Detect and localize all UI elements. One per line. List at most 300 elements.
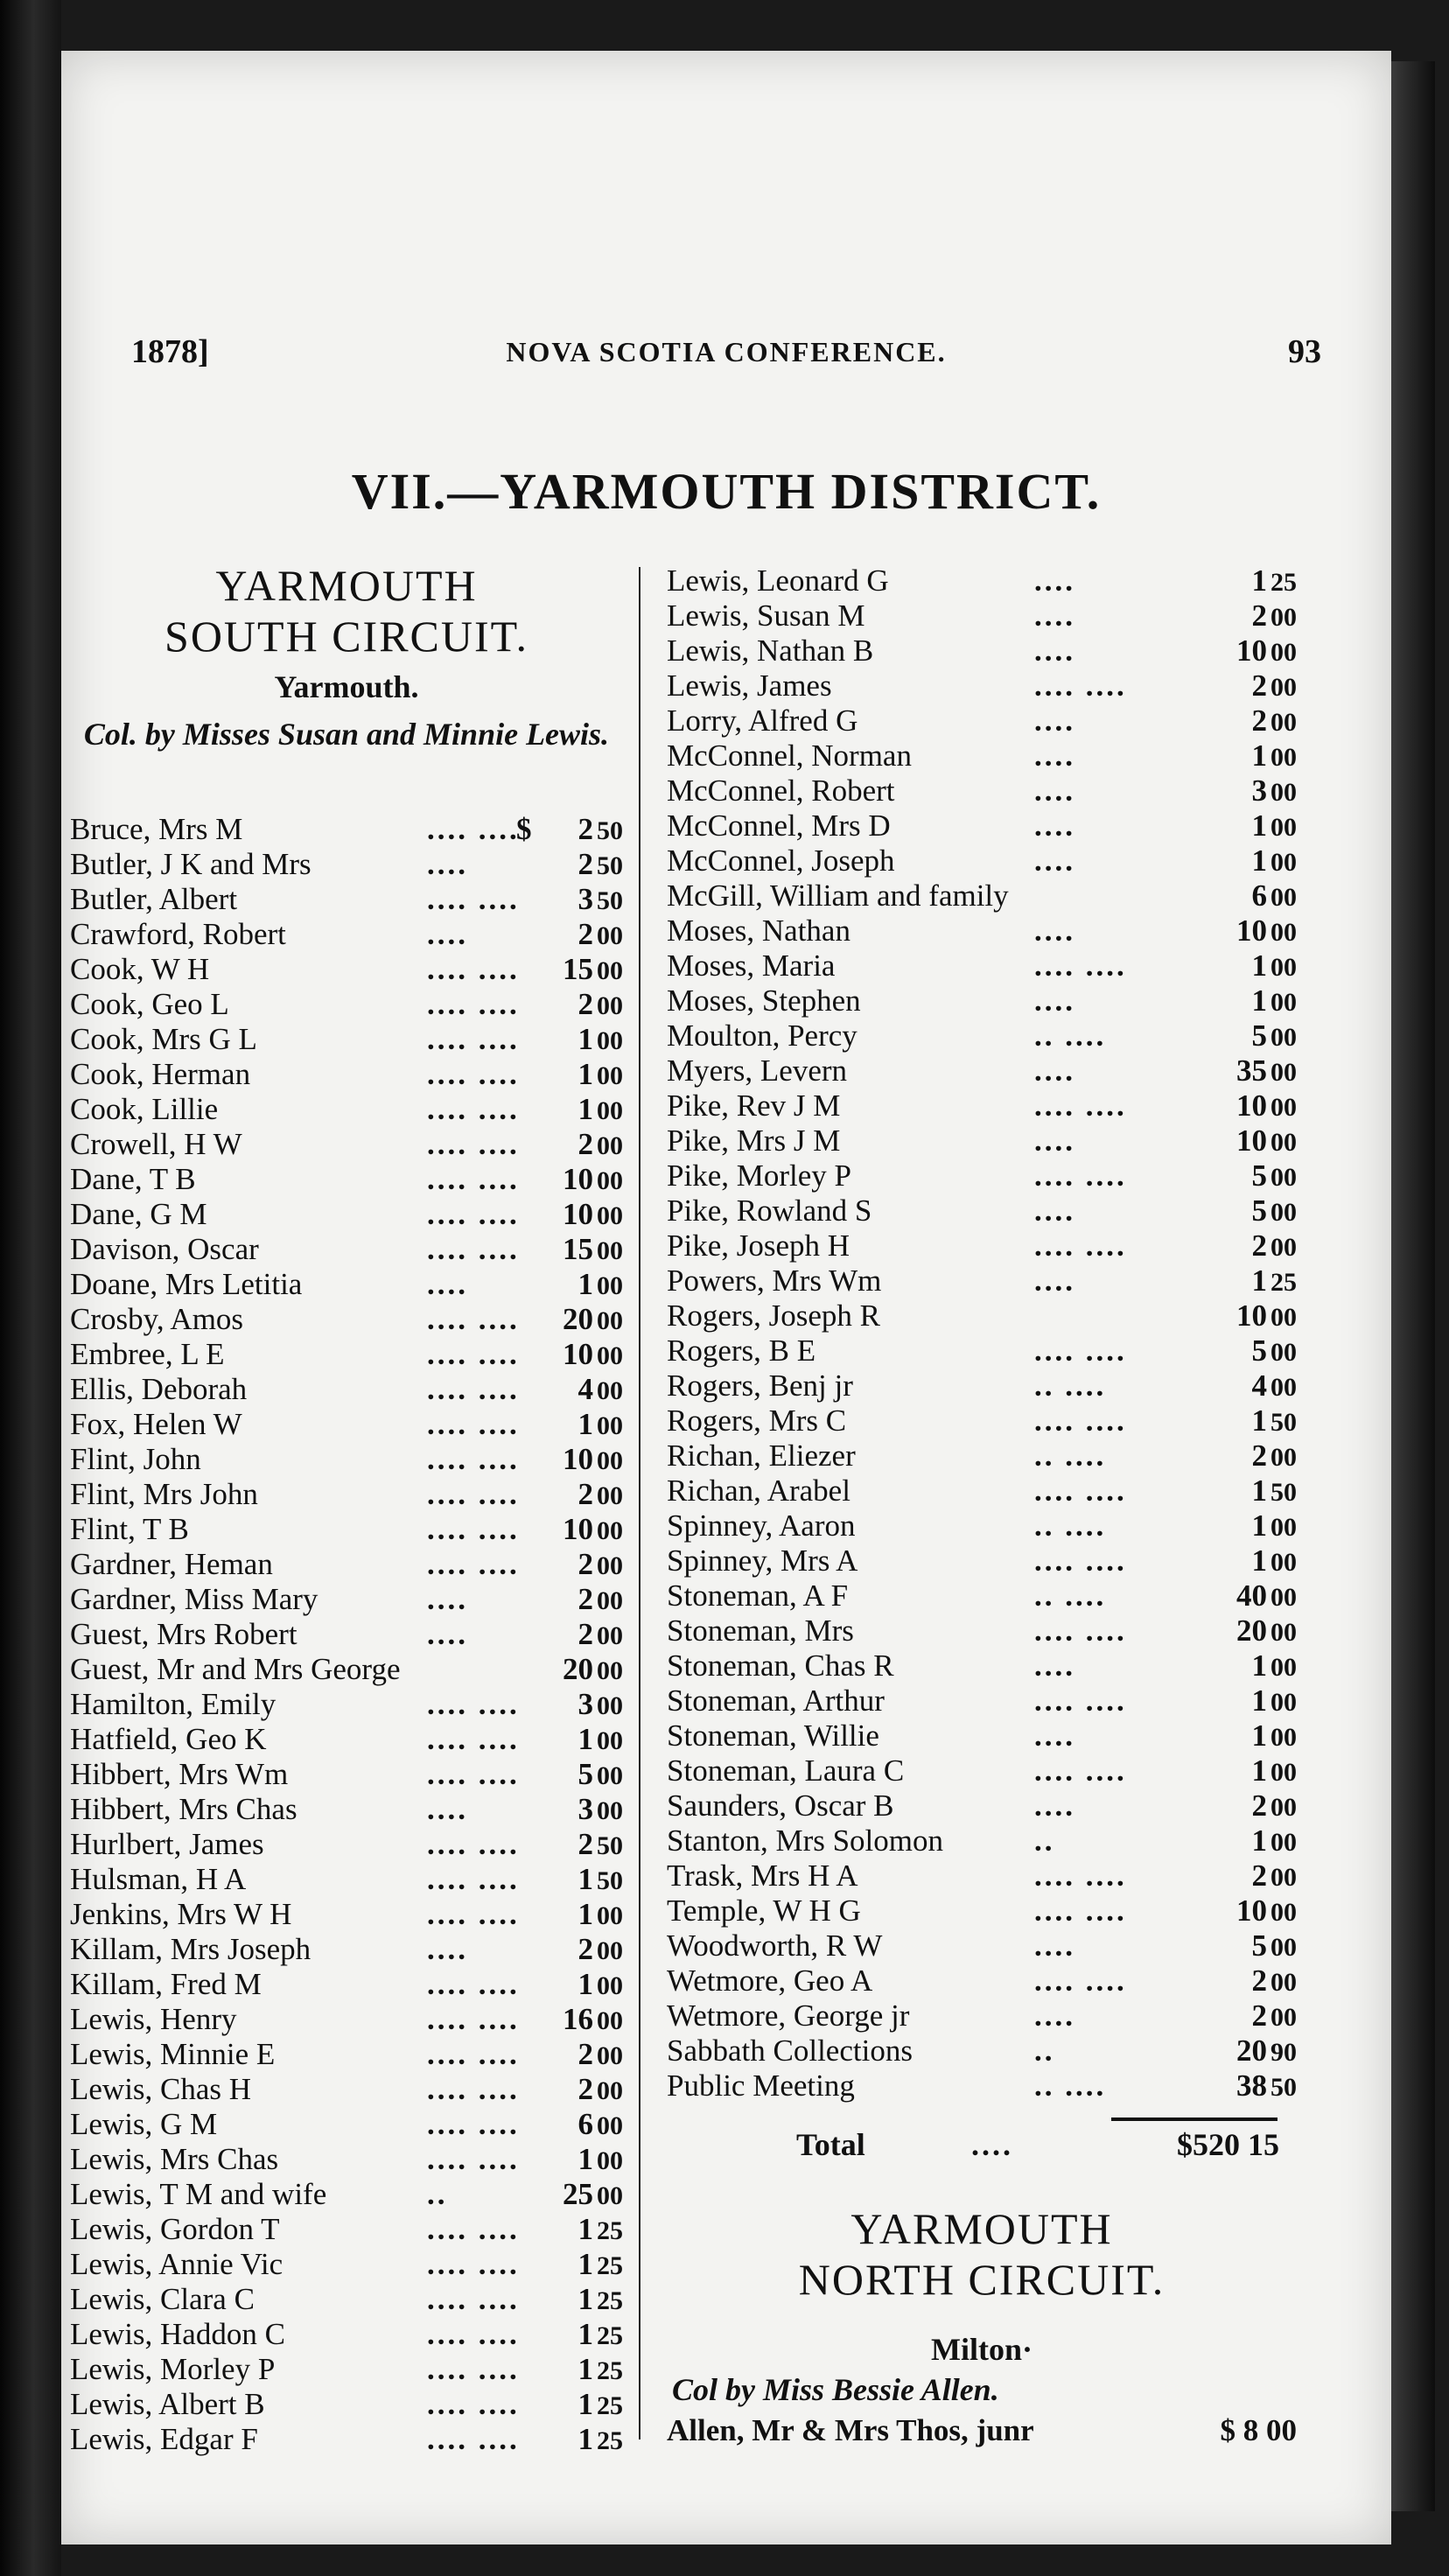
list-item — [70, 1092, 623, 1127]
donation-amount — [563, 1337, 623, 1374]
donation-amount — [578, 2352, 624, 2389]
amount-dollars: 2 — [1251, 1858, 1267, 1893]
amount-dollars: 10 — [1236, 1894, 1267, 1928]
amount-dollars: 10 — [563, 1442, 593, 1476]
amount-dollars: 3 — [578, 1687, 593, 1721]
donation-amount — [578, 1792, 624, 1829]
donor-name: Rogers, Mrs C — [667, 1404, 847, 1438]
amount-cents: 90 — [1270, 2038, 1297, 2067]
amount-dollars: 1 — [578, 1967, 593, 2001]
donor-name: Hulsman, H A — [70, 1862, 247, 1896]
donor-name: Moses, Nathan — [667, 914, 850, 948]
donor-name: Stoneman, Willie — [667, 1718, 879, 1753]
amount-dollars: 5 — [1251, 1194, 1267, 1228]
donor-name: Dane, G M — [70, 1197, 207, 1231]
donation-amount — [1252, 598, 1298, 635]
list-item — [70, 1967, 623, 2002]
donation-amount — [578, 2422, 624, 2459]
leader-dots: .. .... — [1034, 1578, 1107, 1613]
amount-cents: 25 — [597, 2356, 623, 2385]
donor-name: Hamilton, Emily — [70, 1687, 276, 1721]
amount-dollars: 1 — [1251, 1474, 1267, 1508]
amount-cents: 25 — [597, 2426, 623, 2455]
donor-name: Stoneman, Chas R — [667, 1648, 894, 1683]
list-item — [667, 1404, 1297, 1438]
donor-name: Richan, Eliezer — [667, 1438, 856, 1473]
amount-cents: 00 — [597, 1026, 623, 1055]
amount-cents: 00 — [597, 1166, 623, 1195]
leader-dots: .... — [427, 1792, 468, 1826]
amount-cents: 00 — [1270, 1093, 1297, 1122]
amount-cents: 00 — [597, 2006, 623, 2035]
north-circuit-name-line2: NORTH CIRCUIT. — [798, 2255, 1166, 2304]
donor-name: Spinney, Mrs A — [667, 1544, 858, 1578]
leader-dots: .... — [427, 1932, 468, 1966]
amount-dollars: 1 — [1251, 1648, 1267, 1683]
amount-cents: 00 — [597, 2111, 623, 2140]
donation-amount — [578, 1827, 624, 1864]
donation-amount — [1252, 1368, 1298, 1405]
amount-cents: 25 — [1270, 568, 1297, 597]
amount-cents: 00 — [1270, 1338, 1297, 1367]
amount-dollars: 6 — [1251, 878, 1267, 913]
amount-cents: 00 — [597, 1586, 623, 1615]
amount-cents: 00 — [1270, 2003, 1297, 2032]
donor-name: Lewis, Gordon T — [70, 2212, 280, 2246]
donor-name: Fox, Helen W — [70, 1407, 242, 1441]
list-item — [70, 2352, 623, 2387]
donor-name: Cook, Herman — [70, 1057, 251, 1091]
donor-name: Lorry, Alfred G — [667, 704, 858, 738]
amount-dollars: 1 — [1251, 844, 1267, 878]
leader-dots: .... .... — [427, 2317, 520, 2351]
donor-name: Lewis, Minnie E — [70, 2037, 276, 2071]
donation-amount — [1252, 1718, 1298, 1755]
header-title: NOVA SCOTIA CONFERENCE. — [506, 336, 947, 368]
list-item — [667, 2034, 1297, 2068]
donor-name: Sabbath Collections — [667, 2034, 913, 2068]
list-item — [667, 1544, 1297, 1578]
amount-dollars: 1 — [578, 1267, 593, 1301]
amount-cents: 00 — [597, 1341, 623, 1370]
amount-cents: 00 — [1270, 1023, 1297, 1052]
leader-dots: .... .... — [1034, 1334, 1127, 1368]
amount-dollars: 25 — [563, 2177, 593, 2211]
donation-amount — [1236, 1298, 1297, 1335]
amount-dollars: 1 — [578, 1897, 593, 1931]
amount-cents: 50 — [597, 886, 623, 915]
leader-dots: .. — [427, 2177, 448, 2211]
amount-dollars: 1 — [1251, 564, 1267, 598]
amount-cents: 00 — [1270, 1513, 1297, 1542]
donation-amount — [1252, 1438, 1298, 1475]
donation-amount — [578, 1057, 624, 1094]
donation-amount — [578, 847, 624, 884]
list-item — [667, 668, 1297, 704]
donor-name: Hibbert, Mrs Chas — [70, 1792, 298, 1826]
list-item — [70, 1757, 623, 1792]
donor-name: Hurlbert, James — [70, 1827, 264, 1861]
amount-dollars: 1 — [578, 2422, 593, 2456]
amount-cents: 00 — [1270, 1898, 1297, 1927]
list-item — [70, 2282, 623, 2317]
amount-cents: 00 — [597, 1901, 623, 1930]
leader-dots: .... .... — [427, 1442, 520, 1476]
donor-name: Lewis, Annie Vic — [70, 2247, 284, 2281]
amount-dollars: 20 — [563, 1652, 593, 1686]
leader-dots: .... .... — [427, 1407, 520, 1441]
amount-dollars: 1 — [578, 1057, 593, 1091]
amount-cents: 00 — [597, 1691, 623, 1720]
leader-dots: .... .... — [427, 812, 520, 846]
leader-dots: .... — [1034, 774, 1075, 808]
amount-cents: 00 — [597, 1201, 623, 1230]
list-item — [667, 2413, 1297, 2452]
donor-name: McConnel, Robert — [667, 774, 895, 808]
donation-amount — [1252, 1544, 1298, 1580]
amount-dollars: 10 — [563, 1197, 593, 1231]
donation-amount — [578, 1092, 624, 1129]
donation-amount — [1252, 1964, 1298, 2000]
amount-cents: 25 — [597, 2321, 623, 2350]
list-item — [70, 2247, 623, 2282]
leader-dots: .... .... — [427, 2352, 520, 2386]
amount-cents: 50 — [597, 1831, 623, 1860]
amount-dollars: 1 — [578, 2142, 593, 2176]
donation-amount: $ 8 00 — [1220, 2413, 1297, 2447]
list-item — [70, 882, 623, 917]
amount-dollars: 15 — [563, 1232, 593, 1266]
donor-name: Embree, L E — [70, 1337, 225, 1371]
list-item — [70, 1722, 623, 1757]
donor-name: Lewis, Clara C — [70, 2282, 255, 2316]
donation-amount — [1252, 774, 1298, 810]
list-item — [70, 2107, 623, 2142]
donor-name: Gardner, Heman — [70, 1547, 273, 1581]
donor-name: Allen, Mr & Mrs Thos, junr — [667, 2413, 1034, 2447]
amount-dollars: 2 — [1251, 1228, 1267, 1263]
amount-cents: 00 — [1270, 1933, 1297, 1962]
list-item — [70, 847, 623, 882]
list-item — [70, 1827, 623, 1862]
donation-amount — [578, 1547, 624, 1584]
list-item — [667, 564, 1297, 598]
amount-dollars: 16 — [563, 2002, 593, 2036]
list-item — [667, 2068, 1297, 2104]
amount-dollars: 1 — [1251, 1824, 1267, 1858]
total-row — [796, 2126, 1279, 2165]
donation-amount — [578, 2142, 624, 2179]
amount-dollars: 2 — [578, 812, 593, 846]
donor-name: Ellis, Deborah — [70, 1372, 248, 1406]
leader-dots: .... .... — [427, 2072, 520, 2106]
donation-amount — [1252, 878, 1298, 915]
donation-amount — [1252, 1404, 1298, 1440]
donor-name: Davison, Oscar — [70, 1232, 259, 1266]
amount-cents: 00 — [597, 1761, 623, 1790]
amount-dollars: 5 — [1251, 1334, 1267, 1368]
donation-amount — [578, 1022, 624, 1059]
donation-amount — [578, 1897, 624, 1934]
amount-cents: 00 — [597, 1656, 623, 1685]
leader-dots: .... .... — [427, 2422, 520, 2456]
list-item — [667, 1508, 1297, 1544]
list-item — [70, 812, 623, 847]
donor-name: Moses, Maria — [667, 948, 836, 983]
donation-amount — [563, 1232, 623, 1269]
leader-dots: .... .... — [427, 2387, 520, 2421]
amount-dollars: 10 — [1236, 1088, 1267, 1123]
list-item — [667, 1474, 1297, 1508]
donor-name: Lewis, Haddon C — [70, 2317, 285, 2351]
donor-name: Lewis, Morley P — [70, 2352, 276, 2386]
circuit-name-line1: YARMOUTH — [215, 561, 478, 610]
amount-dollars: 10 — [563, 1337, 593, 1371]
amount-dollars: 2 — [578, 2072, 593, 2106]
leader-dots: .... .... — [427, 2107, 520, 2141]
leader-dots: .... — [1034, 844, 1075, 878]
amount-cents: 00 — [1270, 778, 1297, 807]
leader-dots: .. .... — [1034, 2068, 1107, 2103]
donor-name: Guest, Mr and Mrs George — [70, 1652, 401, 1686]
list-item — [667, 1928, 1297, 1964]
amount-cents: 25 — [597, 2391, 623, 2420]
amount-dollars: 3 — [1251, 774, 1267, 808]
donation-amount — [578, 917, 624, 954]
donation-amount — [1252, 1228, 1298, 1265]
amount-cents: 00 — [597, 1551, 623, 1580]
leader-dots: .... .... — [1034, 1894, 1127, 1928]
amount-cents: 00 — [1270, 813, 1297, 842]
amount-dollars: 5 — [1251, 1018, 1267, 1053]
amount-dollars: 2 — [1251, 1998, 1267, 2033]
donor-name: Lewis, Nathan B — [667, 634, 874, 668]
leader-dots: .... .... — [427, 1967, 520, 2001]
column-divider — [639, 567, 640, 2440]
donation-amount — [1252, 1648, 1298, 1685]
donation-amount — [1252, 1928, 1298, 1965]
leader-dots: .... .... — [427, 1337, 520, 1371]
amount-dollars: 2 — [578, 2037, 593, 2071]
donor-name: Moses, Stephen — [667, 984, 861, 1018]
leader-dots: .... — [1034, 738, 1075, 773]
donation-amount — [1252, 668, 1298, 705]
south-circuit-heading — [70, 560, 623, 752]
amount-dollars: 1 — [1251, 808, 1267, 843]
list-item — [667, 1824, 1297, 1858]
list-item — [667, 1438, 1297, 1474]
amount-cents: 00 — [597, 1796, 623, 1825]
donor-name: Temple, W H G — [667, 1894, 861, 1928]
book-binding — [0, 0, 61, 2576]
donation-amount — [1236, 1088, 1297, 1125]
amount-dollars: 1 — [578, 1092, 593, 1126]
document-page — [61, 51, 1391, 2544]
leader-dots: .... — [1034, 598, 1075, 633]
donor-name: Gardner, Miss Mary — [70, 1582, 318, 1616]
donation-amount — [578, 1582, 624, 1619]
donation-amount — [563, 1162, 623, 1199]
donor-name: Dane, T B — [70, 1162, 196, 1196]
list-item — [667, 878, 1297, 914]
donation-amount — [1252, 1194, 1298, 1230]
amount-dollars: 1 — [1251, 984, 1267, 1018]
amount-dollars: 20 — [1236, 2034, 1267, 2068]
donation-amount — [563, 952, 623, 989]
leader-dots: .... .... — [1034, 1474, 1127, 1508]
donation-amount — [563, 2002, 623, 2039]
donor-name: Hatfield, Geo K — [70, 1722, 267, 1756]
donor-name: Crosby, Amos — [70, 1302, 244, 1336]
donation-amount — [1252, 1858, 1298, 1895]
header-year: 1878] — [131, 333, 209, 370]
list-item — [667, 1088, 1297, 1124]
leader-dots: .... .... — [427, 1512, 520, 1546]
donor-name: Rogers, Benj jr — [667, 1368, 853, 1403]
leader-dots: .... — [1034, 1194, 1075, 1228]
amount-dollars: 1 — [1251, 1544, 1267, 1578]
amount-dollars: 20 — [563, 1302, 593, 1336]
donation-amount — [1252, 1158, 1298, 1195]
amount-dollars: 10 — [1236, 634, 1267, 668]
leader-dots: .... .... — [1034, 1614, 1127, 1648]
amount-cents: 00 — [1270, 1863, 1297, 1892]
amount-dollars: 40 — [1236, 1578, 1267, 1613]
amount-dollars: 5 — [578, 1757, 593, 1791]
amount-dollars: 1 — [578, 2212, 593, 2246]
amount-dollars: 3 — [578, 1792, 593, 1826]
leader-dots: .... .... — [1034, 1158, 1127, 1193]
list-item — [667, 1334, 1297, 1368]
subscription-list-left — [70, 812, 623, 2457]
amount-cents: 00 — [1270, 743, 1297, 772]
leader-dots: .... .... — [427, 2142, 520, 2176]
list-item — [667, 1684, 1297, 1718]
amount-cents: 25 — [1270, 1268, 1297, 1297]
amount-cents: 00 — [1270, 1758, 1297, 1787]
donation-amount — [578, 987, 624, 1024]
leader-dots: .... — [1034, 1928, 1075, 1963]
donation-amount — [578, 2282, 624, 2319]
donation-amount — [1252, 948, 1298, 985]
leader-dots: .... .... — [427, 1827, 520, 1861]
donation-amount — [578, 882, 624, 919]
leader-dots: .. .... — [1034, 1438, 1107, 1473]
list-item — [70, 2142, 623, 2177]
list-item — [667, 914, 1297, 948]
amount-dollars: 2 — [578, 1617, 593, 1651]
amount-dollars: 35 — [1236, 1054, 1267, 1088]
amount-dollars: 15 — [563, 952, 593, 986]
leader-dots: .... .... — [1034, 1228, 1127, 1263]
amount-cents: 00 — [1270, 673, 1297, 702]
donor-name: Pike, Mrs J M — [667, 1124, 841, 1158]
amount-dollars: 1 — [1251, 1508, 1267, 1543]
amount-dollars: 2 — [578, 1127, 593, 1161]
list-item — [667, 1578, 1297, 1614]
donor-name: Rogers, Joseph R — [667, 1298, 881, 1333]
amount-cents: 00 — [1270, 1688, 1297, 1717]
donation-amount — [1236, 1894, 1297, 1930]
leader-dots: .... .... — [1034, 1964, 1127, 1998]
list-item — [667, 808, 1297, 844]
list-item — [70, 1687, 623, 1722]
donor-name: Lewis, Susan M — [667, 598, 865, 633]
list-item — [667, 1858, 1297, 1894]
list-item — [70, 1197, 623, 1232]
amount-cents: 00 — [1270, 603, 1297, 632]
donor-name: Butler, Albert — [70, 882, 238, 916]
total-rule — [1111, 2118, 1278, 2121]
list-item — [667, 1718, 1297, 1754]
leader-dots: .... .... — [427, 1757, 520, 1791]
amount-cents: 00 — [597, 1516, 623, 1545]
donation-amount — [578, 1407, 624, 1444]
amount-cents: 00 — [1270, 988, 1297, 1017]
donation-amount — [1252, 704, 1298, 740]
amount-dollars: 1 — [578, 2352, 593, 2386]
amount-dollars: 10 — [1236, 1298, 1267, 1333]
donor-name: Lewis, James — [667, 668, 832, 703]
donor-name: McConnel, Mrs D — [667, 808, 891, 843]
total-amount: $520 15 — [1177, 2127, 1279, 2162]
list-item — [667, 948, 1297, 984]
donation-amount — [578, 2387, 624, 2424]
amount-dollars: 1 — [1251, 1718, 1267, 1753]
amount-cents: 00 — [1270, 1303, 1297, 1332]
donation-amount — [1252, 844, 1298, 880]
donor-name: Lewis, Chas H — [70, 2072, 252, 2106]
donation-amount — [1236, 2068, 1297, 2105]
donor-name: McGill, William and family — [667, 878, 1009, 913]
amount-dollars: 2 — [1251, 598, 1267, 633]
leader-dots: .... .... — [427, 2002, 520, 2036]
donation-amount — [1252, 1264, 1298, 1300]
donation-amount — [1236, 1054, 1297, 1090]
amount-dollars: 2 — [578, 847, 593, 881]
donation-amount — [1252, 1754, 1298, 1790]
amount-dollars: 2 — [1251, 668, 1267, 703]
list-item — [667, 774, 1297, 808]
leader-dots: .... .... — [427, 2212, 520, 2246]
donor-name: McConnel, Joseph — [667, 844, 895, 878]
list-item — [70, 1897, 623, 1932]
donor-name: Spinney, Aaron — [667, 1508, 856, 1543]
list-item — [70, 1127, 623, 1162]
amount-cents: 00 — [1270, 1583, 1297, 1612]
page-edge — [1391, 61, 1435, 2511]
amount-cents: 00 — [1270, 1373, 1297, 1402]
donor-name: Pike, Morley P — [667, 1158, 851, 1193]
donation-amount — [1252, 738, 1298, 775]
amount-dollars: 1 — [1251, 738, 1267, 773]
amount-dollars: 10 — [1236, 914, 1267, 948]
list-item — [70, 1302, 623, 1337]
donor-name: Lewis, Albert B — [70, 2387, 265, 2421]
leader-dots: .. — [1034, 1824, 1055, 1858]
leader-dots: .... .... — [427, 1302, 520, 1336]
donation-amount — [578, 1722, 624, 1759]
list-item — [667, 1964, 1297, 1998]
north-circuit-heading — [667, 2203, 1297, 2408]
donor-name: Woodworth, R W — [667, 1928, 883, 1963]
amount-cents: 00 — [597, 1376, 623, 1405]
amount-dollars: 1 — [1251, 1684, 1267, 1718]
amount-dollars: 2 — [578, 917, 593, 951]
list-item — [70, 2177, 623, 2212]
donation-amount — [578, 812, 624, 849]
donor-name: Stoneman, A F — [667, 1578, 849, 1613]
